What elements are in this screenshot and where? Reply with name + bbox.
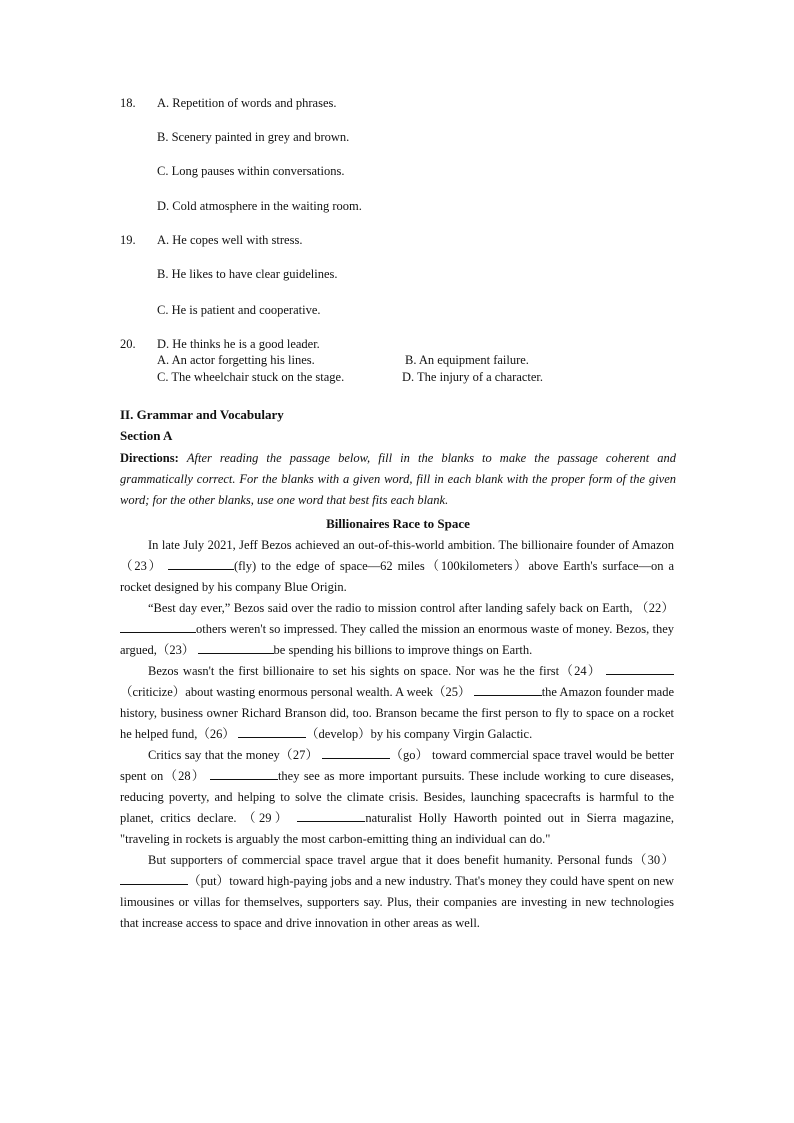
directions [120, 448, 676, 511]
paragraph-text: (fly) to the edge of space—62 miles（100kilometers）above Earth's surface—on a rocket designed by his company Blue Origin. [120, 559, 675, 594]
blank-24 [606, 662, 674, 675]
question-18-option-c: C. Long pauses within conversations. [157, 164, 345, 178]
question-20-option-a: A. An actor forgetting his lines. [157, 353, 315, 367]
blank-29 [297, 809, 365, 822]
paragraph-2 [120, 598, 674, 661]
paragraph-text: naturalist Holly Haworth pointed out in Sierra magazine, "traveling in rockets is arguably the most carbon-emitting thing an individual can do." [120, 811, 675, 846]
paragraph-4 [120, 745, 674, 850]
question-number: 19. [120, 233, 136, 247]
paragraph-text: others weren't so impressed. They called the mission an enormous waste of money. Bezos, they argued,（23） [120, 622, 674, 657]
question-20-option-c: C. The wheelchair stuck on the stage. [157, 370, 345, 384]
question-number: 18. [120, 96, 136, 110]
paragraph-text: But supporters of commercial space travel argue that it does benefit humanity. Personal funds（30） [148, 853, 674, 867]
paragraph-text: the Amazon founder made history, business owner Richard Branson did, too. Branson became the first person to fly to space on a rocket he helped fund,（26） [120, 685, 675, 741]
blank-25 [474, 683, 542, 696]
paragraph-text: （go） toward commercial space travel would be better spent on（28） [120, 748, 675, 783]
paragraph-3 [120, 661, 674, 745]
question-20-option-b: B. An equipment failure. [405, 353, 529, 367]
blank-28 [210, 767, 278, 780]
paragraph-text: （develop）by his company Virgin Galactic. [306, 727, 533, 741]
question-18-option-b: B. Scenery painted in grey and brown. [157, 130, 350, 144]
directions-text: After reading the passage below, fill in the blanks to make the passage coherent and grammatically correct. For the blanks with a given word, fill in each blank with the proper form of the given word; for the other blanks, use one word that best fits each blank. [120, 451, 677, 507]
paragraph-text: “Best day ever,” Bezos said over the radio to mission control after landing safely back on Earth, （22） [148, 601, 674, 615]
paragraph-text: In late July 2021, Jeff Bezos achieved an out-of-this-world ambition. The billionaire founder of Amazon（23） [120, 538, 674, 573]
question-19-option-c: C. He is patient and cooperative. [157, 303, 321, 317]
blank-26 [238, 725, 306, 738]
paragraph-text: （criticize）about wasting enormous personal wealth. A week（25） [120, 685, 471, 699]
section-subtitle: Section A [120, 428, 173, 443]
paragraph-text: be spending his billions to improve things on Earth. [273, 643, 533, 657]
passage-body [120, 535, 674, 934]
blank-23b [198, 641, 274, 654]
blank-30 [120, 872, 188, 885]
blank-22 [120, 620, 196, 633]
question-19-option-b: B. He likes to have clear guidelines. [157, 267, 338, 281]
blank-27 [322, 746, 390, 759]
paragraph-1 [120, 535, 674, 598]
question-20-option-d: D. The injury of a character. [402, 370, 544, 384]
passage-title: Billionaires Race to Space [326, 516, 470, 531]
paragraph-text: Critics say that the money（27） [148, 748, 319, 762]
paragraph-text: Bezos wasn't the first billionaire to set his sights on space. Nor was he the first（24） [148, 664, 602, 678]
question-18-option-d: D. Cold atmosphere in the waiting room. [157, 199, 362, 213]
section-title: II. Grammar and Vocabulary [120, 407, 284, 422]
directions-label: Directions: [120, 451, 179, 465]
paragraph-5 [120, 850, 674, 934]
question-18-option-a: A. Repetition of words and phrases. [157, 96, 337, 110]
question-19-option-a: A. He copes well with stress. [157, 233, 303, 247]
question-number: 20. [120, 337, 136, 351]
blank-23 [168, 557, 234, 570]
question-19-option-d: D. He thinks he is a good leader. [157, 337, 320, 351]
paragraph-text: （put）toward high-paying jobs and a new industry. That's money they could have spent on new limousines or villas for themselves, supporters say. Plus, their companies are investing in new technologies that increase access to space and drive innovation in other areas as well. [120, 874, 674, 930]
paragraph-text: they see as more important pursuits. These include working to cure diseases, reducing poverty, and helping to solve the climate crisis. Besides, launching spacecrafts is harmful to the planet, critics declare. （29） [120, 769, 674, 825]
